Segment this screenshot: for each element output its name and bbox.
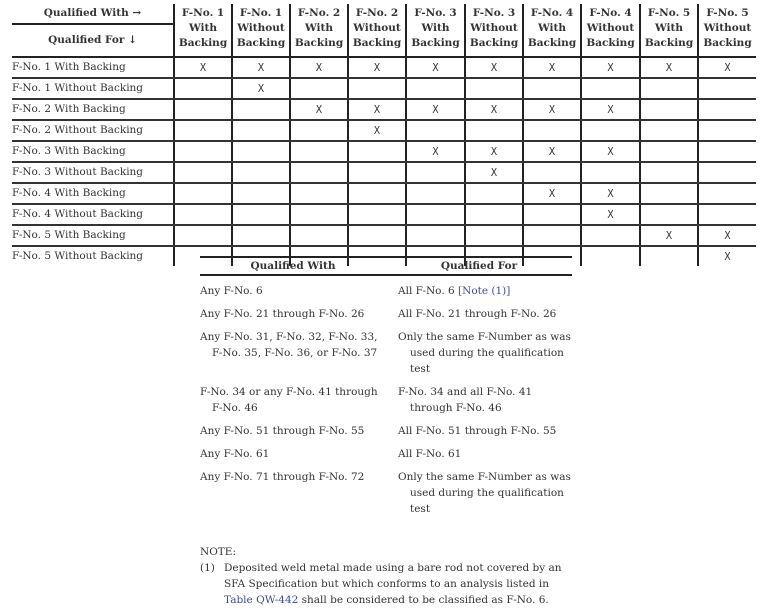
row-label: F-No. 2 Without Backing <box>12 120 174 141</box>
other-fno-table <box>200 256 572 517</box>
table-row <box>12 183 756 204</box>
empty-cell <box>290 225 348 246</box>
empty-cell <box>348 204 406 225</box>
table-row <box>12 120 756 141</box>
empty-cell <box>523 204 581 225</box>
note-text: SFA Specification but which conforms to an analysis listed in <box>224 578 550 590</box>
qualified-mark: X <box>348 120 406 141</box>
empty-cell <box>232 99 290 120</box>
empty-cell <box>174 162 232 183</box>
empty-cell <box>698 183 756 204</box>
row-label: F-No. 5 With Backing <box>12 225 174 246</box>
empty-cell <box>174 204 232 225</box>
column-header: F-No. 4 With Backing <box>523 4 581 57</box>
empty-cell <box>640 162 698 183</box>
table-row <box>12 57 756 78</box>
table-row <box>200 384 572 416</box>
column-header: F-No. 4 Without Backing <box>581 4 640 57</box>
empty-cell <box>640 120 698 141</box>
empty-cell <box>174 99 232 120</box>
empty-cell <box>698 141 756 162</box>
qualified-for-cell: All F-No. 6 [Note (1)] <box>398 285 511 297</box>
empty-cell <box>174 183 232 204</box>
corner-header <box>12 4 174 57</box>
empty-cell <box>406 162 465 183</box>
empty-cell <box>465 204 523 225</box>
column-header: F-No. 5 With Backing <box>640 4 698 57</box>
qualified-with-cell: Any F-No. 31, F-No. 32, F-No. 33, F-No. 35, F-No. 36, or F-No. 37 <box>200 331 378 359</box>
qualified-mark: X <box>465 162 523 183</box>
qualified-mark: X <box>406 141 465 162</box>
empty-cell <box>465 225 523 246</box>
empty-cell <box>640 246 698 266</box>
row-label: F-No. 3 Without Backing <box>12 162 174 183</box>
qualified-for-cell: Only the same F-Number as was used during the qualification test <box>398 471 571 515</box>
empty-cell <box>406 183 465 204</box>
qualified-mark: X <box>290 99 348 120</box>
note-text: shall be considered to be classified as F-No. 6. <box>298 594 549 606</box>
empty-cell <box>406 204 465 225</box>
qualified-mark: X <box>523 183 581 204</box>
empty-cell <box>174 120 232 141</box>
table-row <box>200 283 572 299</box>
empty-cell <box>581 78 640 99</box>
table-qw442-link[interactable]: Table QW-442 <box>224 594 299 606</box>
qualified-mark: X <box>581 141 640 162</box>
empty-cell <box>290 78 348 99</box>
empty-cell <box>465 183 523 204</box>
row-label: F-No. 1 Without Backing <box>12 78 174 99</box>
qualified-for-cell: All F-No. 61 <box>398 448 462 460</box>
empty-cell <box>290 120 348 141</box>
empty-cell <box>698 99 756 120</box>
row-label: F-No. 2 With Backing <box>12 99 174 120</box>
qualified-mark: X <box>465 99 523 120</box>
empty-cell <box>581 225 640 246</box>
table-row <box>12 225 756 246</box>
qualified-for-label: Qualified For ↓ <box>48 34 137 46</box>
qualified-mark: X <box>232 78 290 99</box>
qualified-mark: X <box>698 225 756 246</box>
table-row <box>200 446 572 462</box>
qualified-mark: X <box>465 141 523 162</box>
note-title: NOTE: <box>200 546 237 558</box>
empty-cell <box>581 162 640 183</box>
table-row <box>200 469 572 517</box>
empty-cell <box>640 141 698 162</box>
empty-cell <box>640 204 698 225</box>
column-header: F-No. 3 With Backing <box>406 4 465 57</box>
empty-cell <box>698 204 756 225</box>
qualified-mark: X <box>581 99 640 120</box>
column-header: F-No. 1 Without Backing <box>232 4 290 57</box>
qualified-for-cell: All F-No. 51 through F-No. 55 <box>398 425 557 437</box>
table-header-row <box>12 4 756 57</box>
note-text: Deposited weld metal made using a bare rod not covered by an <box>224 562 562 574</box>
row-label: F-No. 3 With Backing <box>12 141 174 162</box>
empty-cell <box>232 120 290 141</box>
row-label: F-No. 4 Without Backing <box>12 204 174 225</box>
qualified-for-cell: F-No. 34 and all F-No. 41 through F-No. 46 <box>398 386 533 414</box>
qualified-mark: X <box>232 57 290 78</box>
empty-cell <box>348 78 406 99</box>
empty-cell <box>290 183 348 204</box>
empty-cell <box>348 183 406 204</box>
empty-cell <box>406 225 465 246</box>
empty-cell <box>698 162 756 183</box>
empty-cell <box>523 225 581 246</box>
column-header: F-No. 3 Without Backing <box>465 4 523 57</box>
empty-cell <box>640 78 698 99</box>
empty-cell <box>348 141 406 162</box>
empty-cell <box>581 120 640 141</box>
qualified-with-cell: Any F-No. 21 through F-No. 26 <box>200 308 365 320</box>
table2-header <box>200 256 572 276</box>
qualified-mark: X <box>465 57 523 78</box>
table-row <box>200 306 572 322</box>
note-reference-link[interactable]: [Note (1)] <box>458 285 511 297</box>
qualified-mark: X <box>523 99 581 120</box>
column-header: F-No. 5 Without Backing <box>698 4 756 57</box>
empty-cell <box>232 141 290 162</box>
qualified-mark: X <box>698 246 756 266</box>
empty-cell <box>290 162 348 183</box>
column-header: F-No. 2 Without Backing <box>348 4 406 57</box>
table-row <box>12 99 756 120</box>
empty-cell <box>290 204 348 225</box>
empty-cell <box>698 120 756 141</box>
empty-cell <box>640 99 698 120</box>
empty-cell <box>348 225 406 246</box>
row-label: F-No. 1 With Backing <box>12 57 174 78</box>
row-label: F-No. 5 Without Backing <box>12 250 144 262</box>
qualified-mark: X <box>581 57 640 78</box>
qualified-mark: X <box>523 141 581 162</box>
note-item <box>200 560 580 608</box>
qualified-mark: X <box>348 99 406 120</box>
qualified-mark: X <box>406 57 465 78</box>
empty-cell <box>523 162 581 183</box>
note-section <box>200 544 580 608</box>
qualified-mark: X <box>174 57 232 78</box>
qualified-mark: X <box>406 99 465 120</box>
column-header: F-No. 2 With Backing <box>290 4 348 57</box>
empty-cell <box>232 162 290 183</box>
empty-cell <box>581 246 640 266</box>
empty-cell <box>465 120 523 141</box>
empty-cell <box>174 78 232 99</box>
column-header: F-No. 1 With Backing <box>174 4 232 57</box>
table-row <box>12 204 756 225</box>
qualified-with-header: Qualified With <box>250 260 336 272</box>
empty-cell <box>232 204 290 225</box>
qualified-mark: X <box>640 57 698 78</box>
empty-cell <box>640 183 698 204</box>
table-row <box>200 423 572 439</box>
table-row <box>12 141 756 162</box>
empty-cell <box>232 183 290 204</box>
qualified-mark: X <box>290 57 348 78</box>
table-row <box>12 78 756 99</box>
table-row <box>200 329 572 377</box>
empty-cell <box>465 78 523 99</box>
empty-cell <box>232 225 290 246</box>
qualified-with-cell: Any F-No. 61 <box>200 448 270 460</box>
empty-cell <box>174 141 232 162</box>
empty-cell <box>698 78 756 99</box>
qualified-with-label: Qualified With → <box>12 4 173 25</box>
empty-cell <box>406 120 465 141</box>
qualified-for-header: Qualified For <box>440 260 518 272</box>
table-row <box>12 162 756 183</box>
note-number: (1) <box>200 562 215 574</box>
qualified-mark: X <box>581 183 640 204</box>
qualified-with-cell: F-No. 34 or any F-No. 41 through F-No. 46 <box>200 386 378 414</box>
empty-cell <box>348 162 406 183</box>
qualified-mark: X <box>348 57 406 78</box>
empty-cell <box>290 141 348 162</box>
qualified-mark: X <box>698 57 756 78</box>
empty-cell <box>523 78 581 99</box>
fno-qualification-table <box>12 4 756 266</box>
qualified-with-cell: Any F-No. 51 through F-No. 55 <box>200 425 365 437</box>
qualified-mark: X <box>640 225 698 246</box>
qualified-mark: X <box>581 204 640 225</box>
qualified-for-cell: All F-No. 21 through F-No. 26 <box>398 308 557 320</box>
qualified-for-cell: Only the same F-Number as was used during the qualification test <box>398 331 571 375</box>
qualified-mark: X <box>523 57 581 78</box>
empty-cell <box>174 225 232 246</box>
qualified-with-cell: Any F-No. 6 <box>200 285 263 297</box>
empty-cell <box>406 78 465 99</box>
empty-cell <box>523 120 581 141</box>
row-label: F-No. 4 With Backing <box>12 183 174 204</box>
qualified-with-cell: Any F-No. 71 through F-No. 72 <box>200 471 365 483</box>
